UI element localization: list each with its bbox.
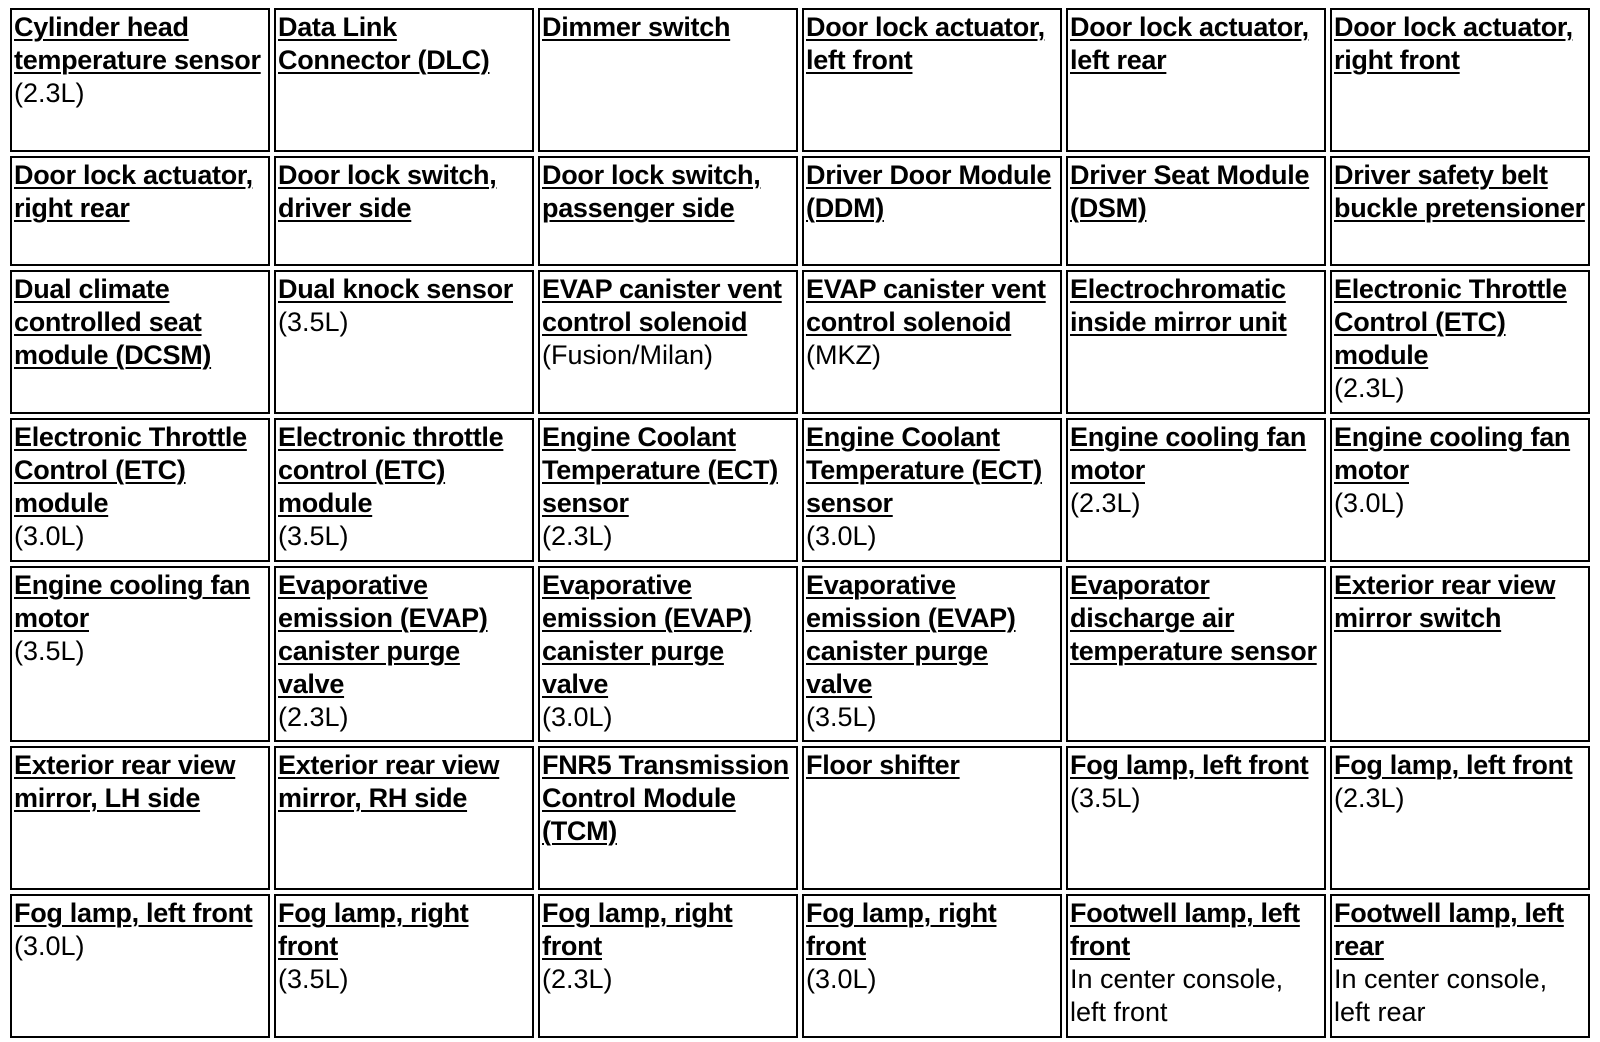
component-note: (2.3L) — [1334, 373, 1405, 403]
component-note: (Fusion/Milan) — [542, 340, 714, 370]
table-cell — [10, 156, 270, 266]
component-note: In center console, left rear — [1334, 964, 1548, 1027]
component-link[interactable]: Exterior rear view mirror, RH side — [278, 750, 500, 813]
table-cell — [538, 566, 798, 742]
component-link[interactable]: Evaporative emission (EVAP) canister purge valve — [542, 570, 752, 699]
component-link[interactable]: Fog lamp, right front — [542, 898, 733, 961]
table-cell — [1066, 566, 1326, 742]
component-link[interactable]: Fog lamp, right front — [278, 898, 469, 961]
component-note: (3.5L) — [278, 307, 349, 337]
component-link[interactable]: Engine cooling fan motor — [1070, 422, 1307, 485]
component-note: (2.3L) — [1334, 783, 1405, 813]
component-link[interactable]: Fog lamp, left front — [14, 898, 253, 928]
component-link[interactable]: Engine cooling fan motor — [1334, 422, 1571, 485]
table-row — [10, 418, 1590, 562]
component-link[interactable]: Footwell lamp, left rear — [1334, 898, 1564, 961]
table-cell — [274, 566, 534, 742]
table-row — [10, 746, 1590, 890]
component-link[interactable]: Driver safety belt buckle pretensioner — [1334, 160, 1585, 223]
table-cell — [10, 746, 270, 890]
component-link[interactable]: Dual knock sensor — [278, 274, 513, 304]
component-note: (3.0L) — [1334, 488, 1405, 518]
component-note: In center console, left front — [1070, 964, 1284, 1027]
component-note: (3.0L) — [806, 964, 877, 994]
component-link[interactable]: Fog lamp, left front — [1070, 750, 1309, 780]
component-link[interactable]: Floor shifter — [806, 750, 960, 780]
component-link[interactable]: Door lock actuator, right rear — [14, 160, 253, 223]
table-cell — [274, 8, 534, 152]
table-cell — [274, 270, 534, 414]
component-link[interactable]: Cylinder head temperature sensor — [14, 12, 261, 75]
table-cell — [1066, 418, 1326, 562]
table-cell — [802, 894, 1062, 1038]
component-link[interactable]: Footwell lamp, left front — [1070, 898, 1300, 961]
component-link[interactable]: Door lock actuator, left front — [806, 12, 1045, 75]
component-location-table — [6, 4, 1594, 1042]
table-cell — [274, 894, 534, 1038]
table-cell — [802, 8, 1062, 152]
table-cell — [538, 418, 798, 562]
table-cell — [802, 746, 1062, 890]
component-link[interactable]: Evaporative emission (EVAP) canister purge valve — [278, 570, 488, 699]
table-cell — [538, 270, 798, 414]
component-link[interactable]: Electronic throttle control (ETC) module — [278, 422, 504, 518]
component-note: (3.5L) — [278, 964, 349, 994]
component-link[interactable]: Door lock switch, passenger side — [542, 160, 761, 223]
table-cell — [1330, 270, 1590, 414]
component-link[interactable]: Door lock actuator, left rear — [1070, 12, 1309, 75]
component-link[interactable]: EVAP canister vent control solenoid — [542, 274, 782, 337]
table-cell — [1066, 894, 1326, 1038]
component-link[interactable]: EVAP canister vent control solenoid — [806, 274, 1046, 337]
table-cell — [1330, 156, 1590, 266]
component-link[interactable]: Door lock switch, driver side — [278, 160, 497, 223]
table-cell — [1330, 566, 1590, 742]
table-cell — [274, 746, 534, 890]
component-link[interactable]: Dimmer switch — [542, 12, 731, 42]
component-note: (2.3L) — [542, 521, 613, 551]
table-cell — [538, 746, 798, 890]
component-note: (3.5L) — [14, 636, 85, 666]
component-link[interactable]: Data Link Connector (DLC) — [278, 12, 490, 75]
table-row — [10, 156, 1590, 266]
table-cell — [1330, 894, 1590, 1038]
table-cell — [1066, 270, 1326, 414]
component-note: (2.3L) — [14, 78, 85, 108]
component-link[interactable]: Exterior rear view mirror, LH side — [14, 750, 236, 813]
component-note: (3.5L) — [278, 521, 349, 551]
component-link[interactable]: Driver Door Module (DDM) — [806, 160, 1052, 223]
table-cell — [538, 156, 798, 266]
component-note: (2.3L) — [542, 964, 613, 994]
component-link[interactable]: Engine Coolant Temperature (ECT) sensor — [542, 422, 778, 518]
component-note: (3.0L) — [14, 521, 85, 551]
component-link[interactable]: Evaporator discharge air temperature sensor — [1070, 570, 1317, 666]
table-cell — [10, 270, 270, 414]
component-link[interactable]: Electrochromatic inside mirror unit — [1070, 274, 1287, 337]
table-cell — [1330, 746, 1590, 890]
component-link[interactable]: Exterior rear view mirror switch — [1334, 570, 1556, 633]
component-link[interactable]: Dual climate controlled seat module (DCSM) — [14, 274, 212, 370]
component-link[interactable]: Evaporative emission (EVAP) canister purge valve — [806, 570, 1016, 699]
table-cell — [802, 270, 1062, 414]
component-link[interactable]: Driver Seat Module (DSM) — [1070, 160, 1310, 223]
component-link[interactable]: Fog lamp, left front — [1334, 750, 1573, 780]
component-link[interactable]: Electronic Throttle Control (ETC) module — [1334, 274, 1567, 370]
table-cell — [274, 156, 534, 266]
component-note: (2.3L) — [278, 702, 349, 732]
table-cell — [802, 566, 1062, 742]
component-note: (3.0L) — [14, 931, 85, 961]
component-note: (3.0L) — [806, 521, 877, 551]
table-row — [10, 8, 1590, 152]
component-note: (3.5L) — [1070, 783, 1141, 813]
table-row — [10, 894, 1590, 1038]
table-cell — [1330, 8, 1590, 152]
component-link[interactable]: Fog lamp, right front — [806, 898, 997, 961]
component-link[interactable]: Engine Coolant Temperature (ECT) sensor — [806, 422, 1042, 518]
table-cell — [802, 156, 1062, 266]
table-cell — [1066, 746, 1326, 890]
component-link[interactable]: Door lock actuator, right front — [1334, 12, 1573, 75]
table-row — [10, 270, 1590, 414]
table-cell — [538, 894, 798, 1038]
table-cell — [1066, 8, 1326, 152]
component-note: (3.0L) — [542, 702, 613, 732]
table-cell — [1066, 156, 1326, 266]
table-cell — [10, 418, 270, 562]
table-cell — [274, 418, 534, 562]
table-cell — [10, 894, 270, 1038]
table-cell — [538, 8, 798, 152]
component-note: (MKZ) — [806, 340, 881, 370]
component-note: (3.5L) — [806, 702, 877, 732]
component-link[interactable]: FNR5 Transmission Control Module (TCM) — [542, 750, 789, 846]
table-cell — [10, 566, 270, 742]
component-link[interactable]: Engine cooling fan motor — [14, 570, 251, 633]
table-cell — [802, 418, 1062, 562]
table-cell — [10, 8, 270, 152]
component-link[interactable]: Electronic Throttle Control (ETC) module — [14, 422, 247, 518]
component-note: (2.3L) — [1070, 488, 1141, 518]
table-cell — [1330, 418, 1590, 562]
table-row — [10, 566, 1590, 742]
